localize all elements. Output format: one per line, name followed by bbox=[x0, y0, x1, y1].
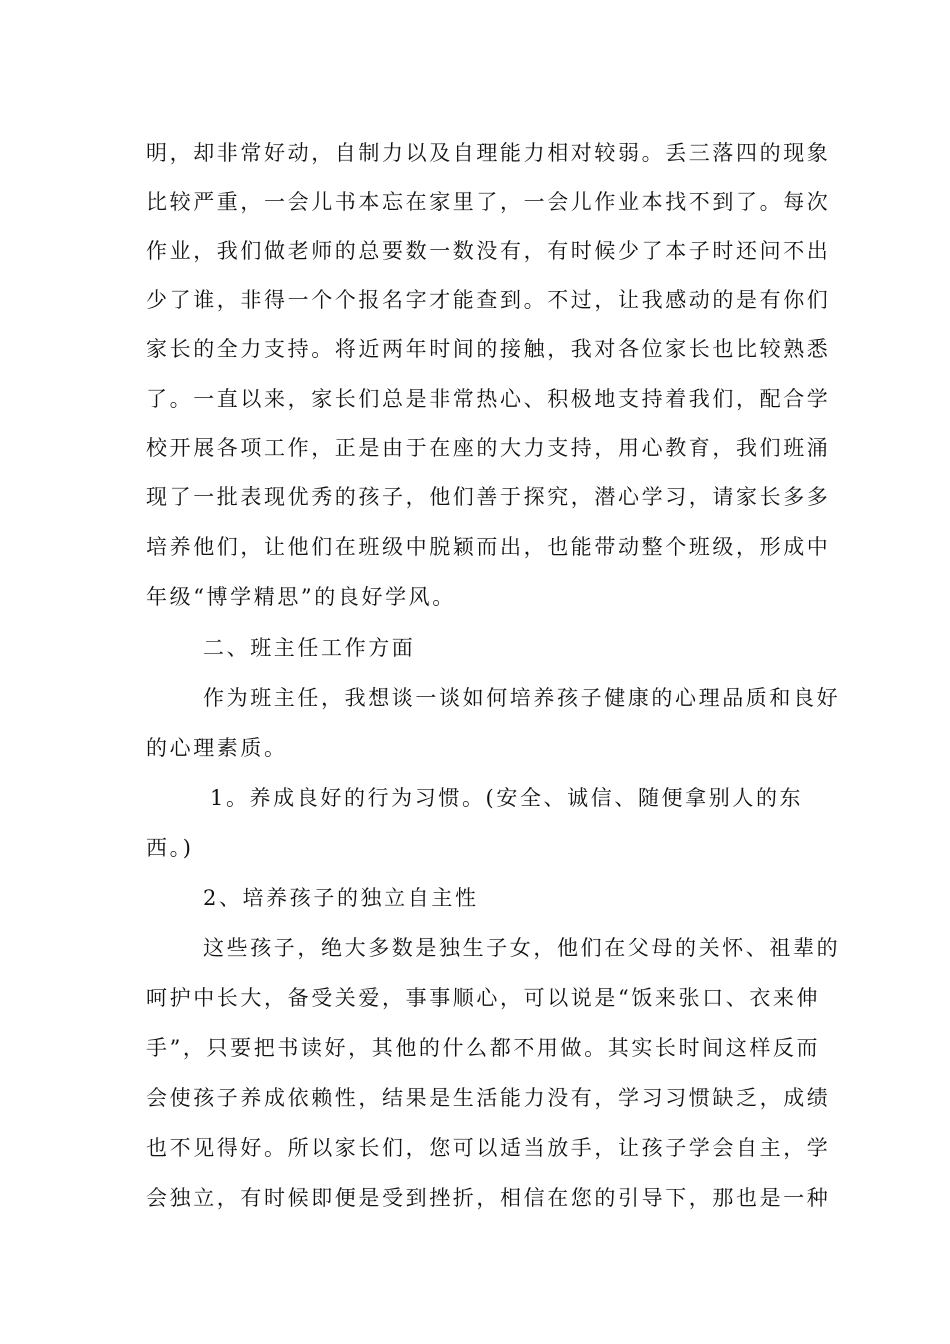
text-line: 的心理素质。 bbox=[146, 736, 288, 760]
text-line: 培养他们，让他们在班级中脱颖而出，也能带动整个班级，形成中 bbox=[146, 535, 831, 559]
text-line: 呵护中长大，备受关爱，事事顺心，可以说是“饭来张口、衣来伸 bbox=[146, 986, 821, 1010]
list-item: 2、培养孩子的独立自主性 bbox=[203, 886, 479, 910]
text-line: 作为班主任，我想谈一谈如何培养孩子健康的心理品质和良好 bbox=[203, 686, 841, 710]
text-line: 比较严重，一会儿书本忘在家里了，一会儿作业本找不到了。每次 bbox=[146, 190, 831, 214]
text-line: 家长的全力支持。将近两年时间的接触，我对各位家长也比较熟悉 bbox=[146, 337, 831, 361]
section-heading: 二、班主任工作方面 bbox=[203, 636, 416, 660]
text-line: 会独立，有时候即便是受到挫折，相信在您的引导下，那也是一种 bbox=[146, 1186, 831, 1210]
text-line: 也不见得好。所以家长们，您可以适当放手，让孩子学会自主，学 bbox=[146, 1136, 831, 1160]
text-line: 作业，我们做老师的总要数一数没有，有时候少了本子时还问不出 bbox=[146, 239, 831, 263]
text-line: 西。) bbox=[146, 836, 194, 860]
text-line: 会使孩子养成依赖性，结果是生活能力没有，学习习惯缺乏，成绩 bbox=[146, 1086, 831, 1110]
text-line: 了。一直以来，家长们总是非常热心、积极地支持着我们，配合学 bbox=[146, 387, 831, 411]
list-item: 1。养成良好的行为习惯。(安全、诚信、随便拿别人的东 bbox=[210, 786, 804, 810]
text-line: 少了谁，非得一个个报名字才能查到。不过，让我感动的是有你们 bbox=[146, 288, 831, 312]
text-line: 校开展各项工作，正是由于在座的大力支持，用心教育，我们班涌 bbox=[146, 436, 831, 460]
text-line: 现了一批表现优秀的孩子，他们善于探究，潜心学习，请家长多多 bbox=[146, 485, 831, 509]
text-line: 年级“博学精思”的良好学风。 bbox=[146, 585, 456, 609]
text-line: 手”，只要把书读好，其他的什么都不用做。其实长时间这样反而 bbox=[146, 1036, 821, 1060]
text-line: 明，却非常好动，自制力以及自理能力相对较弱。丢三落四的现象 bbox=[146, 141, 831, 165]
text-line: 这些孩子，绝大多数是独生子女，他们在父母的关怀、祖辈的 bbox=[203, 936, 841, 960]
